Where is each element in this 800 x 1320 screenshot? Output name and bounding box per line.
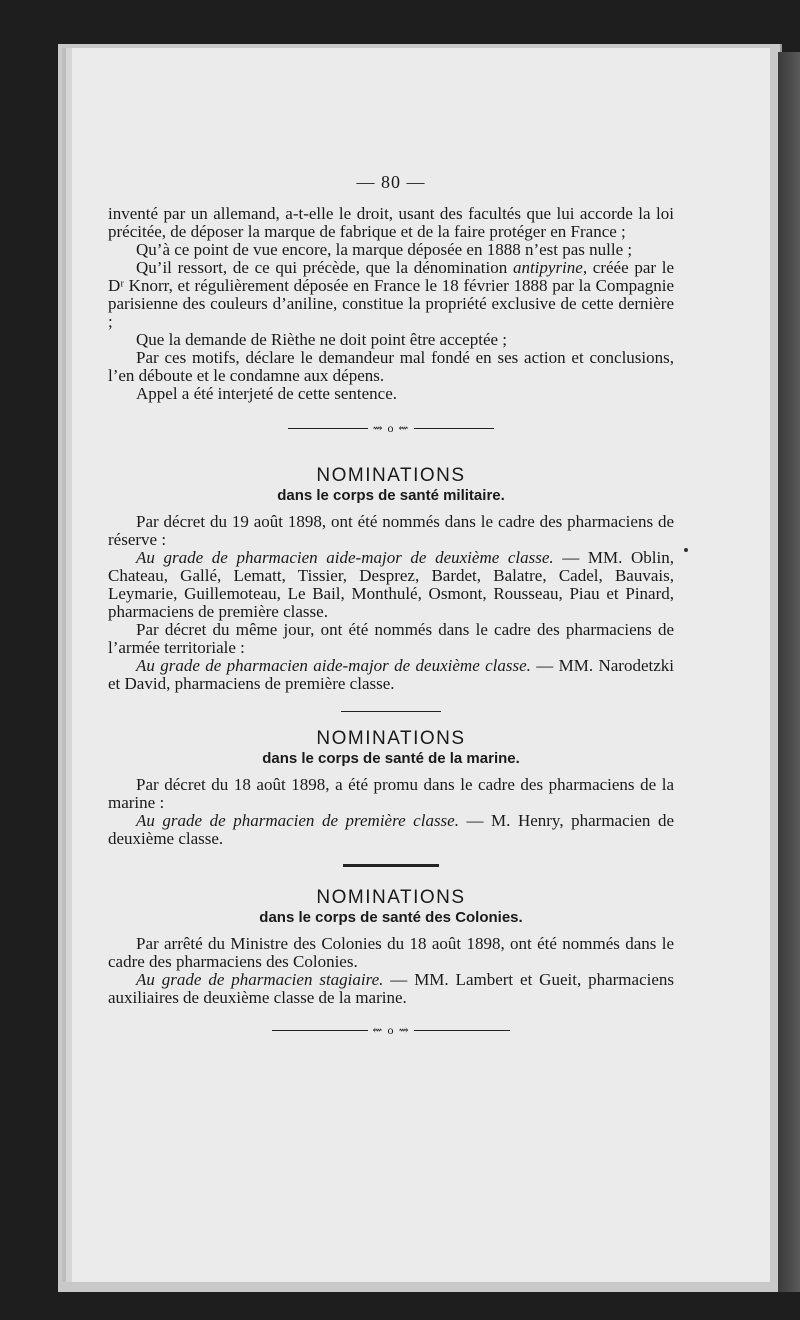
antipyrine-term: antipyrine (512, 258, 583, 277)
names-list: — M. Henry, pharmacien de deuxième classe. (108, 811, 674, 848)
grade-label-2: Au grade de pharmacien aide-major de deuxième classe. (136, 656, 531, 675)
grade-paragraph (108, 549, 674, 621)
page-content (108, 120, 674, 1037)
closing-paragraph-2: Par ces motifs, déclare le demandeur mal fondé en ses action et conclusions, l’en déboute et le condamne aux dépens. (108, 348, 674, 385)
names-list: — MM. Lambert et Gueit, pharmaciens auxiliaires de deuxième classe de la marine. (108, 970, 674, 1007)
page-number: — 80 — (356, 172, 426, 192)
section-divider-1 (341, 711, 441, 712)
ornamental-rule-1 (108, 421, 674, 435)
speck (684, 548, 688, 552)
facing-page-edge (778, 52, 800, 1292)
decree-paragraph-2: Par décret du même jour, ont été nommés dans le cadre des pharmaciens de l’armée territoriale : (108, 620, 674, 657)
names-list-2: — MM. Narodetzki et David, pharmaciens de première classe. (108, 656, 674, 693)
grade-label: Au grade de pharmacien aide-major de deuxième classe. (136, 548, 554, 567)
intro-paragraph-1: inventé par un allemand, a-t-elle le droit, usant des facultés que lui accorde la loi précitée, de déposer la marque de fabrique et de la faire protéger en France ; (108, 204, 674, 241)
grade-paragraph (108, 971, 674, 1007)
grade-label: Au grade de pharmacien stagiaire. (136, 970, 384, 989)
section-militaire (108, 465, 674, 693)
antipyrine-paragraph (108, 259, 674, 331)
section-marine (108, 728, 674, 848)
section-colonies (108, 887, 674, 1007)
rule-line-right (414, 1030, 510, 1031)
decree-paragraph: Par décret du 18 août 1898, a été promu dans le cadre des pharmaciens de la marine : (108, 775, 674, 812)
rule-line-right (414, 428, 494, 429)
intro-paragraph-2: Qu’à ce point de vue encore, la marque déposée en 1888 n’est pas nulle ; (136, 240, 633, 259)
section-subtitle: dans le corps de santé militaire. (277, 487, 505, 504)
section-subtitle: dans le corps de santé des Colonies. (259, 909, 523, 926)
rule-line-left (272, 1030, 368, 1031)
names-list: — MM. Oblin, Chateau, Gallé, Lematt, Tissier, Desprez, Bardet, Balatre, Cadel, Bauvais, Leymarie, Guillemoteau, Le Bail, Monthulé, Osmont, Rousseau, Piau et Pinard, pharmaciens de première classe. (108, 548, 674, 621)
ornament-glyph: ⇝ o ⇜ (372, 420, 410, 435)
section-divider-2 (343, 864, 439, 867)
section-title: NOMINATIONS (316, 728, 466, 749)
grade-label: Au grade de pharmacien de première classe. (136, 811, 459, 830)
section-subtitle: dans le corps de santé de la marine. (262, 750, 520, 767)
decree-paragraph: Par décret du 19 août 1898, ont été nommés dans le cadre des pharmaciens de réserve : (108, 512, 674, 549)
antipyrine-text-after: , créée par le Dʳ Knorr, et régulièrement déposée en France le 18 février 1888 par la Compagnie parisienne des couleurs d’aniline, constitue la propriété exclusive de cette dernière ; (108, 258, 674, 331)
decree-paragraph: Par arrêté du Ministre des Colonies du 18 août 1898, ont été nommés dans le cadre des pharmaciens des Colonies. (108, 934, 674, 971)
ornamental-rule-2 (108, 1023, 674, 1037)
antipyrine-text-before: Qu’il ressort, de ce qui précède, que la dénomination (136, 258, 513, 277)
closing-paragraph-3: Appel a été interjeté de cette sentence. (136, 384, 397, 403)
grade-paragraph (108, 812, 674, 848)
ornament-glyph: ⇜ o ⇝ (372, 1022, 410, 1037)
rule-line-left (288, 428, 368, 429)
grade-paragraph-2 (108, 657, 674, 693)
section-title: NOMINATIONS (316, 887, 466, 908)
closing-paragraph-1: Que la demande de Rièthe ne doit point être acceptée ; (136, 330, 508, 349)
section-title: NOMINATIONS (316, 465, 466, 486)
